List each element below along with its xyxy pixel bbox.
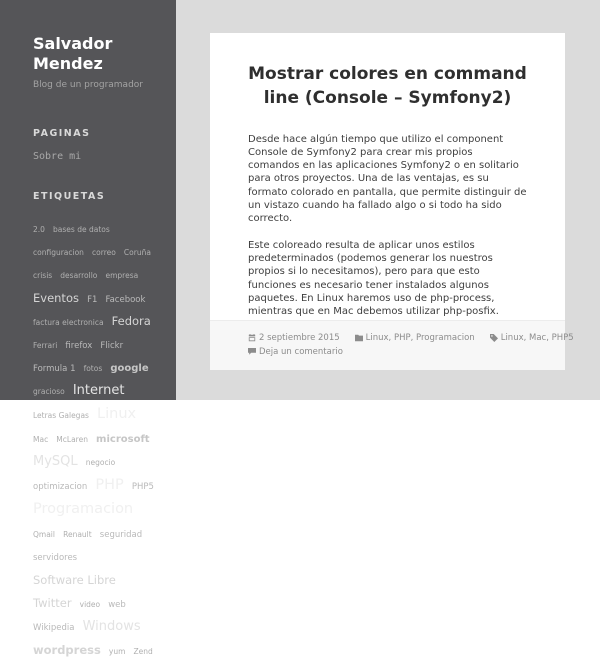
- comments-label: Deja un comentario: [259, 347, 343, 357]
- tag-link[interactable]: optimizacion: [33, 482, 88, 493]
- tag-link[interactable]: negocio: [85, 458, 116, 468]
- tag-link[interactable]: wordpress: [33, 642, 101, 657]
- tag-link[interactable]: Programacion: [33, 501, 134, 518]
- meta-row: [248, 333, 574, 343]
- tag-link[interactable]: Facebook: [105, 294, 146, 305]
- tag-link[interactable]: Flickr: [100, 340, 124, 351]
- tag-link[interactable]: gracioso: [33, 387, 65, 397]
- tag-link[interactable]: Zend: [133, 646, 153, 656]
- tag-link[interactable]: video: [79, 599, 101, 609]
- tag-link[interactable]: Formula 1: [33, 364, 76, 375]
- tag-icon: [490, 334, 498, 342]
- tags-section-heading: ETIQUETAS: [33, 191, 106, 202]
- calendar-icon: [248, 334, 256, 342]
- tag-cloud: [33, 215, 160, 660]
- tag-link[interactable]: crisis: [33, 271, 53, 281]
- post-card: [210, 33, 574, 370]
- site-tagline: Blog de un programador: [33, 80, 143, 90]
- tag-link[interactable]: firefox: [65, 340, 93, 351]
- post-date-label: 2 septiembre 2015: [259, 333, 340, 343]
- tag-link[interactable]: Windows: [82, 618, 141, 634]
- tag-link[interactable]: Wikipedia: [33, 622, 75, 633]
- tag-link[interactable]: fotos: [83, 364, 103, 374]
- meta-row: [248, 347, 527, 357]
- post-title: Mostrar colores en command line (Console – Symfony2): [248, 64, 527, 108]
- tag-link[interactable]: desarrollo: [60, 271, 98, 281]
- tag-link[interactable]: Fedora: [111, 313, 151, 328]
- tag-link[interactable]: PHP: [95, 477, 124, 494]
- tag-link[interactable]: Mac: [33, 435, 49, 445]
- tag-link[interactable]: microsoft: [96, 434, 150, 446]
- post-date-link[interactable]: [248, 333, 340, 343]
- pages-section-heading: PAGINAS: [33, 128, 91, 139]
- tag-link[interactable]: servidores: [33, 553, 78, 564]
- post-tags-link[interactable]: [490, 333, 574, 343]
- tag-link[interactable]: MySQL: [33, 454, 78, 470]
- tag-link[interactable]: Software Libre: [33, 572, 116, 587]
- tag-link[interactable]: Linux: [97, 406, 137, 423]
- sidebar: [0, 0, 176, 657]
- tag-link[interactable]: Renault: [63, 530, 92, 540]
- tag-link[interactable]: Qmail: [33, 530, 55, 540]
- tag-link[interactable]: McLaren: [56, 435, 88, 445]
- content-area: [210, 33, 574, 370]
- tag-link[interactable]: bases de datos: [53, 225, 110, 234]
- tag-link[interactable]: Ferrari: [33, 340, 58, 350]
- folder-icon: [355, 334, 363, 342]
- tag-link[interactable]: empresa: [105, 271, 139, 281]
- sidebar-item-sobre-mi[interactable]: Sobre mi: [33, 151, 82, 162]
- tag-link[interactable]: 2.0: [33, 225, 45, 234]
- tag-link[interactable]: Twitter: [33, 595, 72, 610]
- tag-link[interactable]: configuracion: [33, 248, 84, 258]
- comment-icon: [248, 348, 256, 356]
- post-body: [210, 33, 565, 320]
- post-tags-label: Linux, Mac, PHP5: [500, 333, 574, 343]
- tag-link[interactable]: google: [110, 363, 149, 375]
- post-paragraph: Desde hace algún tiempo que utilizo el component Console de Symfony2 para crear mis propios comandos en las aplicaciones Symfony2 o en solitario para otros proyectos. Una de las ventajas, es su formato colorado en pantalla, que permite distinguir de un vistazo cuando ha fallado algo o si todo ha sido correcto.: [248, 133, 527, 225]
- tag-link[interactable]: PHP5: [131, 482, 154, 493]
- site-title-link[interactable]: Salvador Mendez: [33, 34, 113, 73]
- tag-link[interactable]: correo: [92, 248, 116, 258]
- tag-link[interactable]: Letras Galegas: [33, 411, 89, 421]
- comments-link[interactable]: [248, 347, 343, 357]
- tag-link[interactable]: Coruña: [123, 248, 151, 258]
- tag-link[interactable]: web: [108, 599, 126, 610]
- post-paragraph: Este coloreado resulta de aplicar unos estilos predeterminados (podemos generar los nuestros propios si lo necesitamos), pero para que esto funciones es necesario tener instalados algunos paquetes. En Linux haremos uso de php-process, mientras que en Mac debemos utilizar php-posfix.: [248, 239, 499, 318]
- tag-link[interactable]: Eventos: [33, 290, 79, 305]
- post-categories-label: Linux, PHP, Programacion: [365, 333, 475, 343]
- tag-link[interactable]: factura electronica: [33, 317, 104, 327]
- tag-link[interactable]: F1: [87, 294, 98, 305]
- post-meta-footer: [210, 320, 574, 370]
- tag-link[interactable]: seguridad: [99, 530, 143, 541]
- post-categories-link[interactable]: [355, 333, 475, 343]
- tag-link[interactable]: Internet: [72, 383, 125, 399]
- tag-link[interactable]: yum: [108, 646, 126, 656]
